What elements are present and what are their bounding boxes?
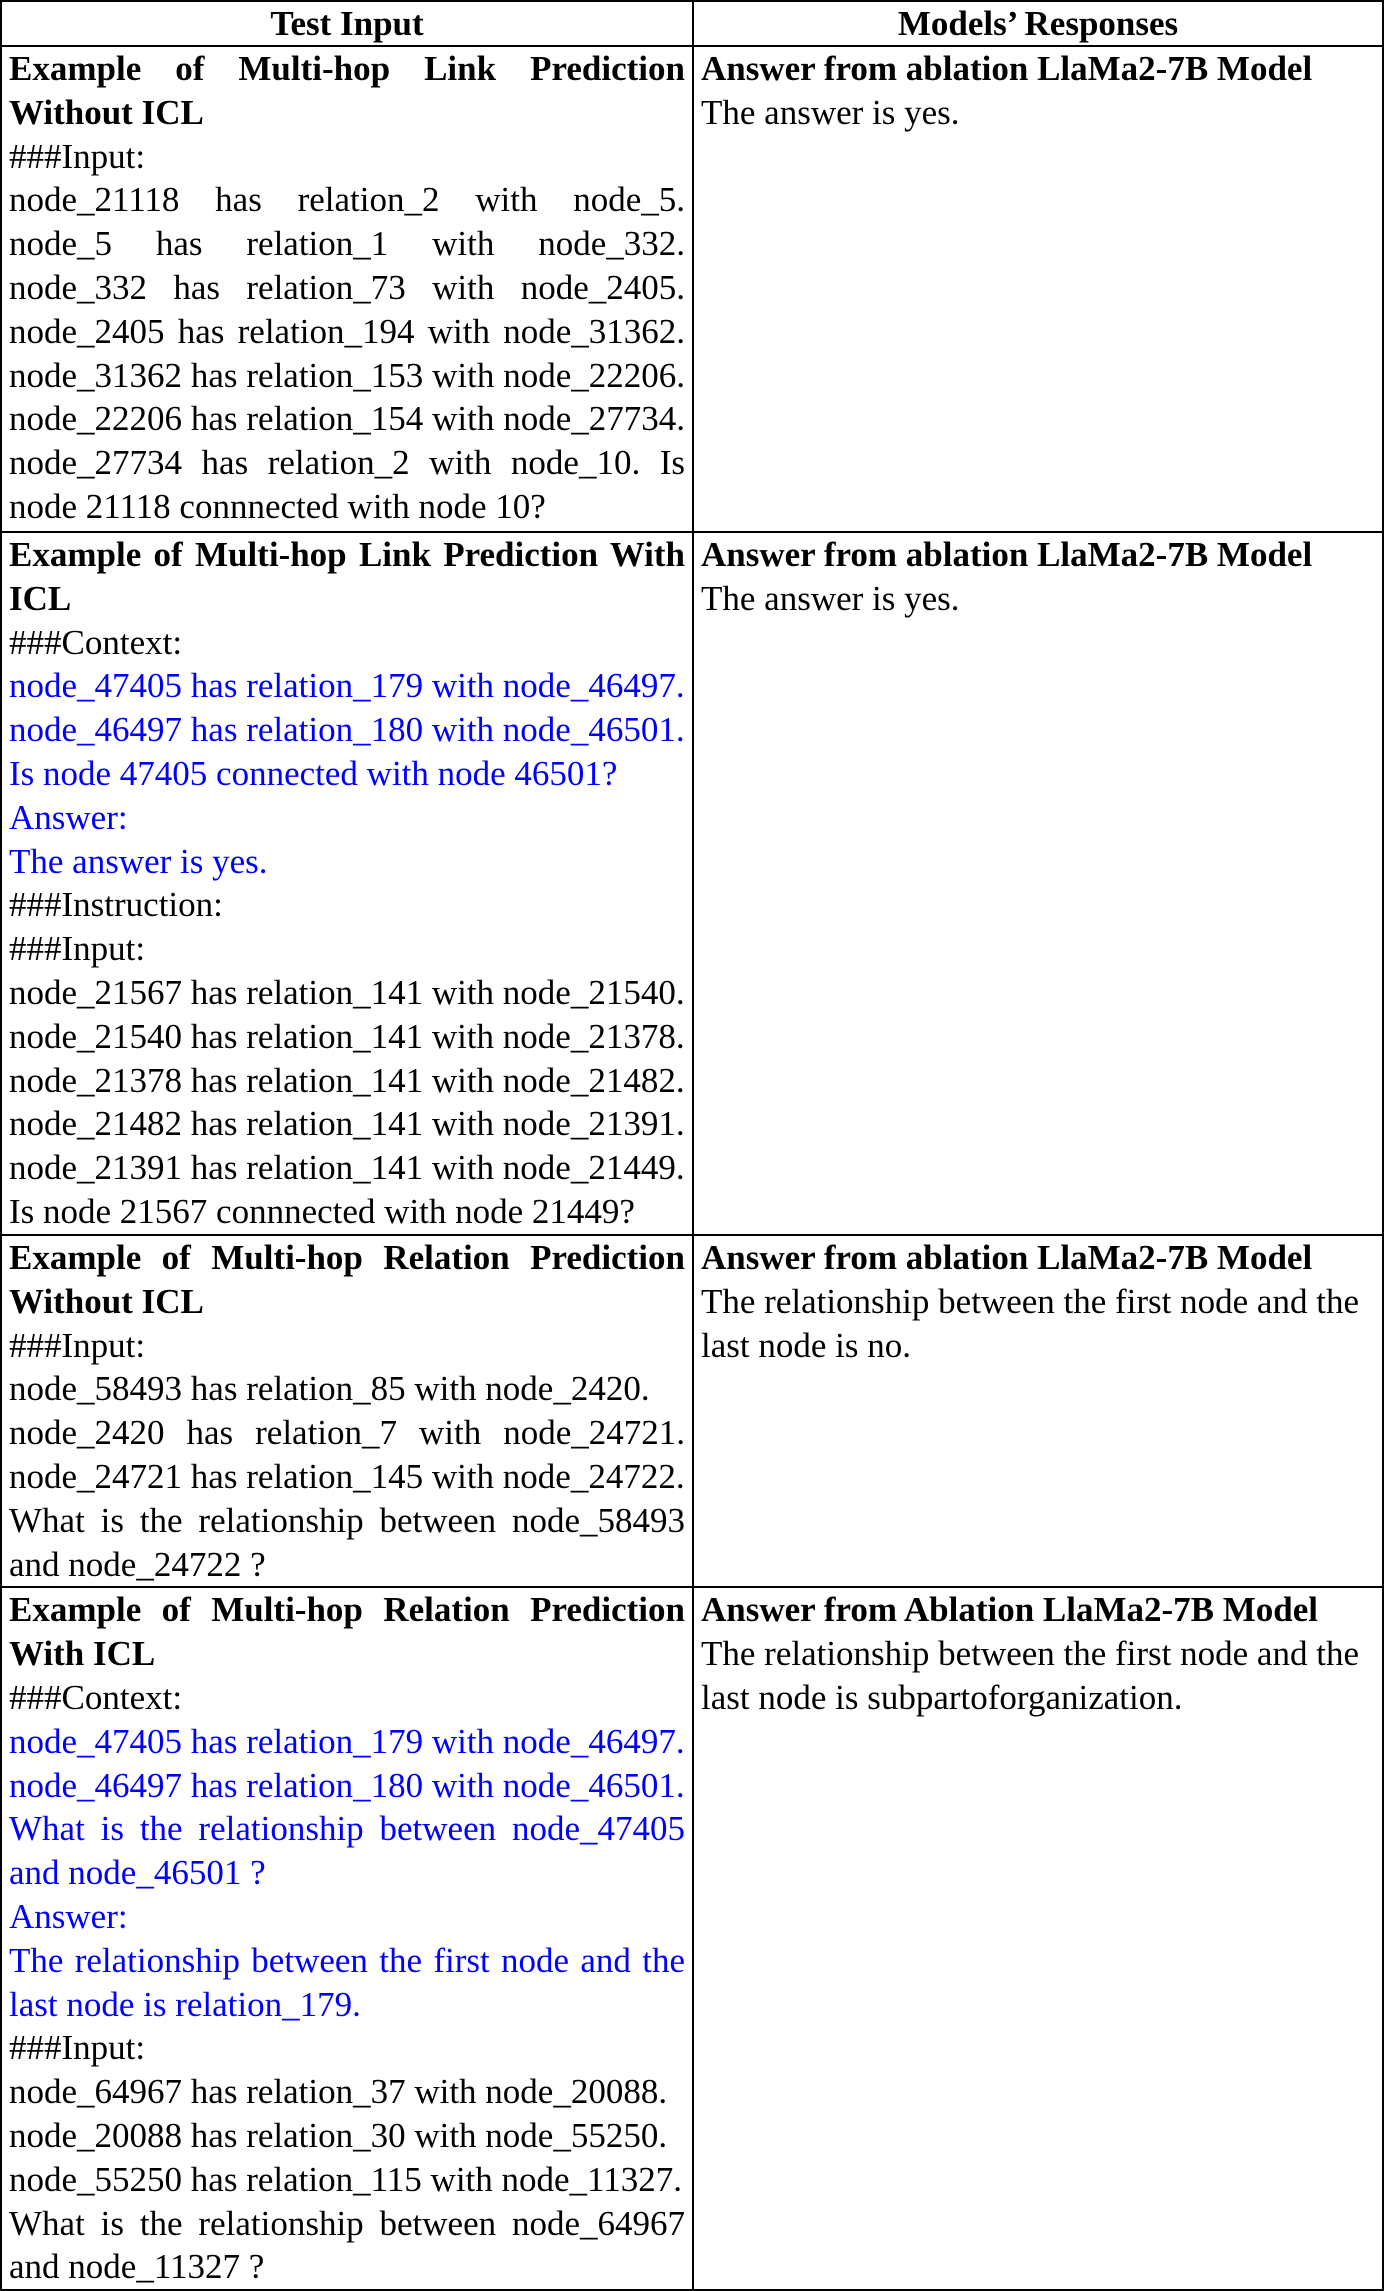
context-line: node_46497 has relation_180 with node_46501.: [9, 710, 685, 750]
response-title: Answer from ablation LlaMa2-7B Model: [701, 1238, 1313, 1277]
input-question: What is the relationship between node_64967 and node_11327 ?: [9, 2203, 685, 2287]
context-answer-text: The answer is yes.: [9, 841, 268, 881]
response-title: Answer from Ablation LlaMa2-7B Model: [701, 1590, 1319, 1630]
input-label: ###Input:: [9, 1325, 146, 1365]
context-line: node_46497 has relation_180 with node_46501.: [9, 1765, 685, 1805]
model-response-cell: [693, 532, 1383, 1235]
model-response-cell: [693, 1587, 1383, 2290]
response-text: The answer is yes.: [701, 578, 960, 618]
input-line: node_55250 has relation_115 with node_11327.: [9, 2159, 682, 2199]
input-question: What is the relationship between node_58493 and node_24722 ?: [9, 1500, 685, 1584]
context-answer-text: The relationship between the first node and the last node is relation_179.: [9, 1940, 685, 2024]
table-row: [1, 1235, 1383, 1587]
context-answer-label: Answer:: [9, 797, 128, 837]
input-text: node_21118 has relation_2 with node_5. node_5 has relation_1 with node_332. node_332 has relation_73 with node_2405. node_2405 has relation_194 with node_31362. node_31362 has relation_153 with node_22206. node_22206 has relation_154 with node_27734. node_27734 has relation_2 with node_10. Is node 21118 connnected with node 10?: [9, 180, 685, 526]
table-row: [1, 1587, 1383, 2290]
example-title: Example of Multi-hop Link Prediction With ICL: [9, 535, 685, 618]
input-line: node_2420 has relation_7 with node_24721.: [9, 1413, 685, 1453]
header-row: [1, 1, 1383, 46]
instruction-label: ###Instruction:: [9, 885, 223, 925]
input-line: node_21567 has relation_141 with node_21540.: [9, 972, 685, 1012]
input-line: node_21391 has relation_141 with node_21449.: [9, 1148, 685, 1188]
input-line: node_20088 has relation_30 with node_55250.: [9, 2115, 668, 2155]
response-text: The answer is yes.: [701, 92, 960, 132]
input-line: node_21540 has relation_141 with node_21378.: [9, 1016, 685, 1056]
input-line: node_21378 has relation_141 with node_21482.: [9, 1060, 685, 1100]
test-input-cell: [1, 46, 693, 532]
table-row: [1, 46, 1383, 532]
response-title: Answer from ablation LlaMa2-7B Model: [701, 49, 1313, 88]
input-question: Is node 21567 connnected with node 21449?: [9, 1191, 635, 1231]
input-line: node_24721 has relation_145 with node_24722.: [9, 1456, 685, 1496]
header-models-responses: Models’ Responses: [693, 1, 1383, 46]
response-text: The relationship between the first node and the last node is no.: [701, 1281, 1359, 1365]
context-line: node_47405 has relation_179 with node_46497.: [9, 1721, 685, 1761]
header-test-input: Test Input: [1, 1, 693, 46]
context-line: Is node 47405 connected with node 46501?: [9, 753, 618, 793]
table-row: [1, 532, 1383, 1235]
input-label: ###Input:: [9, 136, 146, 176]
input-line: node_21482 has relation_141 with node_21391.: [9, 1104, 685, 1144]
model-response-cell: [693, 1235, 1383, 1587]
input-line: node_58493 has relation_85 with node_2420.: [9, 1369, 650, 1409]
example-title: Example of Multi-hop Relation Prediction Without ICL: [9, 1238, 685, 1321]
model-response-cell: [693, 46, 1383, 532]
example-title: Example of Multi-hop Link Prediction Without ICL: [9, 49, 685, 132]
context-line: node_47405 has relation_179 with node_46497.: [9, 666, 685, 706]
example-title: Example of Multi-hop Relation Prediction With ICL: [9, 1590, 685, 1674]
test-input-cell: [1, 1235, 693, 1587]
input-line: node_64967 has relation_37 with node_20088.: [9, 2072, 668, 2112]
context-line: What is the relationship between node_47405 and node_46501 ?: [9, 1809, 685, 1893]
input-label: ###Input:: [9, 2028, 146, 2068]
context-label: ###Context:: [9, 622, 183, 662]
context-answer-label: Answer:: [9, 1896, 128, 1936]
response-title: Answer from ablation LlaMa2-7B Model: [701, 535, 1313, 574]
input-label: ###Input:: [9, 929, 146, 969]
test-input-cell: [1, 532, 693, 1235]
context-label: ###Context:: [9, 1677, 183, 1717]
response-text: The relationship between the first node and the last node is subpartoforganization.: [701, 1634, 1359, 1717]
test-input-cell: [1, 1587, 693, 2290]
